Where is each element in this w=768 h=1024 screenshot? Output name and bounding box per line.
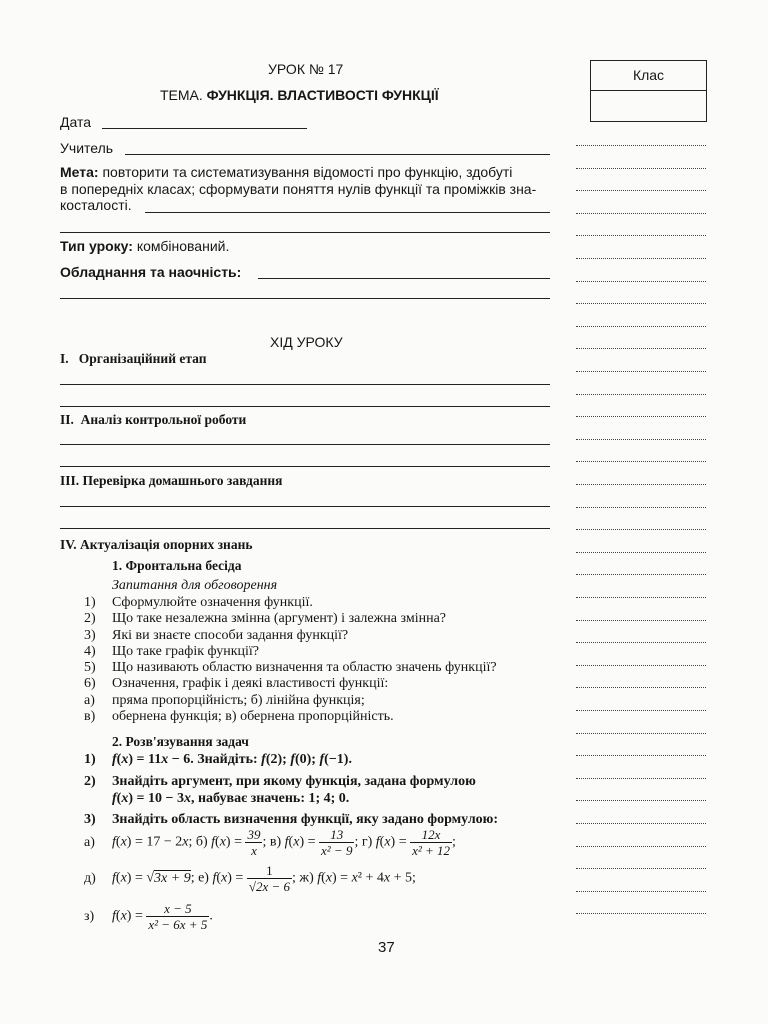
margin-note-line[interactable] — [576, 891, 706, 892]
margin-note-line[interactable] — [576, 484, 706, 485]
margin-note-line[interactable] — [576, 800, 706, 801]
question-item: 5) Що називають областю визначення та областю значень функції? — [84, 660, 497, 676]
margin-note-line[interactable] — [576, 868, 706, 869]
class-box — [590, 60, 707, 122]
lesson-type-value: комбінований. — [136, 238, 230, 254]
section-1-heading: I. Організаційний етап — [60, 351, 207, 366]
margin-note-line[interactable] — [576, 371, 706, 372]
margin-note-line[interactable] — [576, 235, 706, 236]
equipment-label: Обладнання та наочність: — [60, 264, 242, 280]
margin-note-line[interactable] — [576, 145, 706, 146]
questions-list — [84, 595, 574, 725]
margin-note-line[interactable] — [576, 642, 706, 643]
margin-note-line[interactable] — [576, 213, 706, 214]
lesson-topic — [160, 87, 439, 103]
teacher-label: Учитель — [60, 140, 114, 156]
section-2-line-1[interactable] — [60, 444, 550, 445]
page-number: 37 — [378, 939, 395, 956]
section-4-heading: IV. Актуалізація опорних знань — [60, 537, 253, 552]
equipment-line-1[interactable] — [258, 278, 550, 279]
formula-row-a: а) f(x) = 17 − 2x; б) f(x) = $\frac{39}{x}$ ; в) f(x) = $\frac{13}{\text{x² − 9}}$ ; г) f(x) = $\frac{12x}{\text{x² + 12}}$ ; — [84, 827, 456, 858]
goal-label: Мета: — [60, 164, 99, 180]
goal-text-1: повторити та систематизування відомості про функцію, здобуті — [102, 164, 513, 180]
margin-note-line[interactable] — [576, 416, 706, 417]
section-2-heading: II. Аналіз контрольної роботи — [60, 412, 247, 427]
task-1: 1) f(x) = 11x − 6. Знайдіть: f(2); f(0); f(−1). — [84, 752, 352, 767]
margin-note-line[interactable] — [576, 597, 706, 598]
section-2-line-2[interactable] — [60, 466, 550, 467]
question-item: 4) Що таке графік функції? — [84, 643, 260, 659]
margin-note-line[interactable] — [576, 529, 706, 530]
margin-note-line[interactable] — [576, 348, 706, 349]
margin-note-line[interactable] — [576, 687, 706, 688]
margin-note-line[interactable] — [576, 326, 706, 327]
goal-line-2[interactable] — [60, 232, 550, 233]
question-item: 2) Що таке незалежна змінна (аргумент) і залежна змінна? — [84, 611, 447, 627]
question-item: 1) Сформулюйте означення функції. — [84, 595, 313, 610]
frontal-subtitle: Запитання для обговорення — [112, 578, 278, 593]
margin-note-line[interactable] — [576, 574, 706, 575]
question-item: в) обернена функція; в) обернена пропорційність. — [84, 709, 394, 725]
margin-note-line[interactable] — [576, 620, 706, 621]
margin-note-line[interactable] — [576, 168, 706, 169]
lesson-type-label: Тип уроку: — [60, 238, 133, 254]
lesson-number: УРОК № 17 — [268, 61, 344, 77]
section-3-line-1[interactable] — [60, 506, 550, 507]
margin-note-line[interactable] — [576, 303, 706, 304]
question-item: 6) Означення, графік і деякі властивості функції: — [84, 676, 389, 692]
class-box-label: Клас — [591, 61, 706, 91]
section-3-heading: III. Перевірка домашнього завдання — [60, 473, 283, 488]
section-1-line-2[interactable] — [60, 406, 550, 407]
goal-line-1[interactable] — [145, 212, 550, 213]
margin-note-line[interactable] — [576, 461, 706, 462]
section-1-line-1[interactable] — [60, 384, 550, 385]
margin-note-line[interactable] — [576, 507, 706, 508]
margin-note-line[interactable] — [576, 823, 706, 824]
margin-note-line[interactable] — [576, 258, 706, 259]
margin-note-line[interactable] — [576, 394, 706, 395]
date-line[interactable] — [102, 128, 307, 129]
formula-row-d: д) f(x) = √3x + 9; е) f(x) = $\frac{1}{√2x - 6}$ ; ж) f(x) = x² + 4x + 5; — [84, 863, 416, 894]
margin-note-line[interactable] — [576, 778, 706, 779]
goal-text-2: в попередніх класах; сформувати поняття нулів функції та проміжків зна- — [60, 180, 537, 197]
goal-text-3: косталості. — [60, 197, 132, 213]
teacher-line[interactable] — [125, 154, 550, 155]
question-item: а) пряма пропорційність; б) лінійна функція; — [84, 692, 365, 708]
topic-title: ФУНКЦІЯ. ВЛАСТИВОСТІ ФУНКЦІЇ — [206, 87, 439, 103]
course-title: ХІД УРОКУ — [270, 334, 343, 350]
frontal-title: 1. Фронтальна бесіда — [112, 558, 242, 573]
margin-note-line[interactable] — [576, 439, 706, 440]
margin-note-line[interactable] — [576, 733, 706, 734]
topic-prefix: ТЕМА. — [160, 87, 203, 103]
margin-note-line[interactable] — [576, 913, 706, 914]
section-3-line-2[interactable] — [60, 528, 550, 529]
margin-note-line[interactable] — [576, 710, 706, 711]
margin-note-line[interactable] — [576, 846, 706, 847]
date-label: Дата — [60, 114, 92, 130]
formula-row-z: з) f(x) = $\frac{x - 5}{\text{x² − 6x + 5}}$ . — [84, 901, 213, 932]
goal-paragraph — [60, 164, 560, 214]
tasks-title: 2. Розв'язування задач — [112, 734, 249, 749]
task-3: 3) Знайдіть область визначення функції, яку задано формулою: — [84, 812, 499, 827]
lesson-type — [60, 238, 229, 254]
margin-note-line[interactable] — [576, 190, 706, 191]
margin-note-line[interactable] — [576, 552, 706, 553]
margin-note-line[interactable] — [576, 665, 706, 666]
question-item: 3) Які ви знаєте способи задання функції? — [84, 627, 349, 643]
equipment-line-2[interactable] — [60, 298, 550, 299]
margin-note-line[interactable] — [576, 755, 706, 756]
margin-note-line[interactable] — [576, 281, 706, 282]
task-2: 2) Знайдіть аргумент, при якому функція, задана формулою f(x) = 10 − 3x, набуває значень: 1; 4; 0. — [84, 774, 476, 806]
